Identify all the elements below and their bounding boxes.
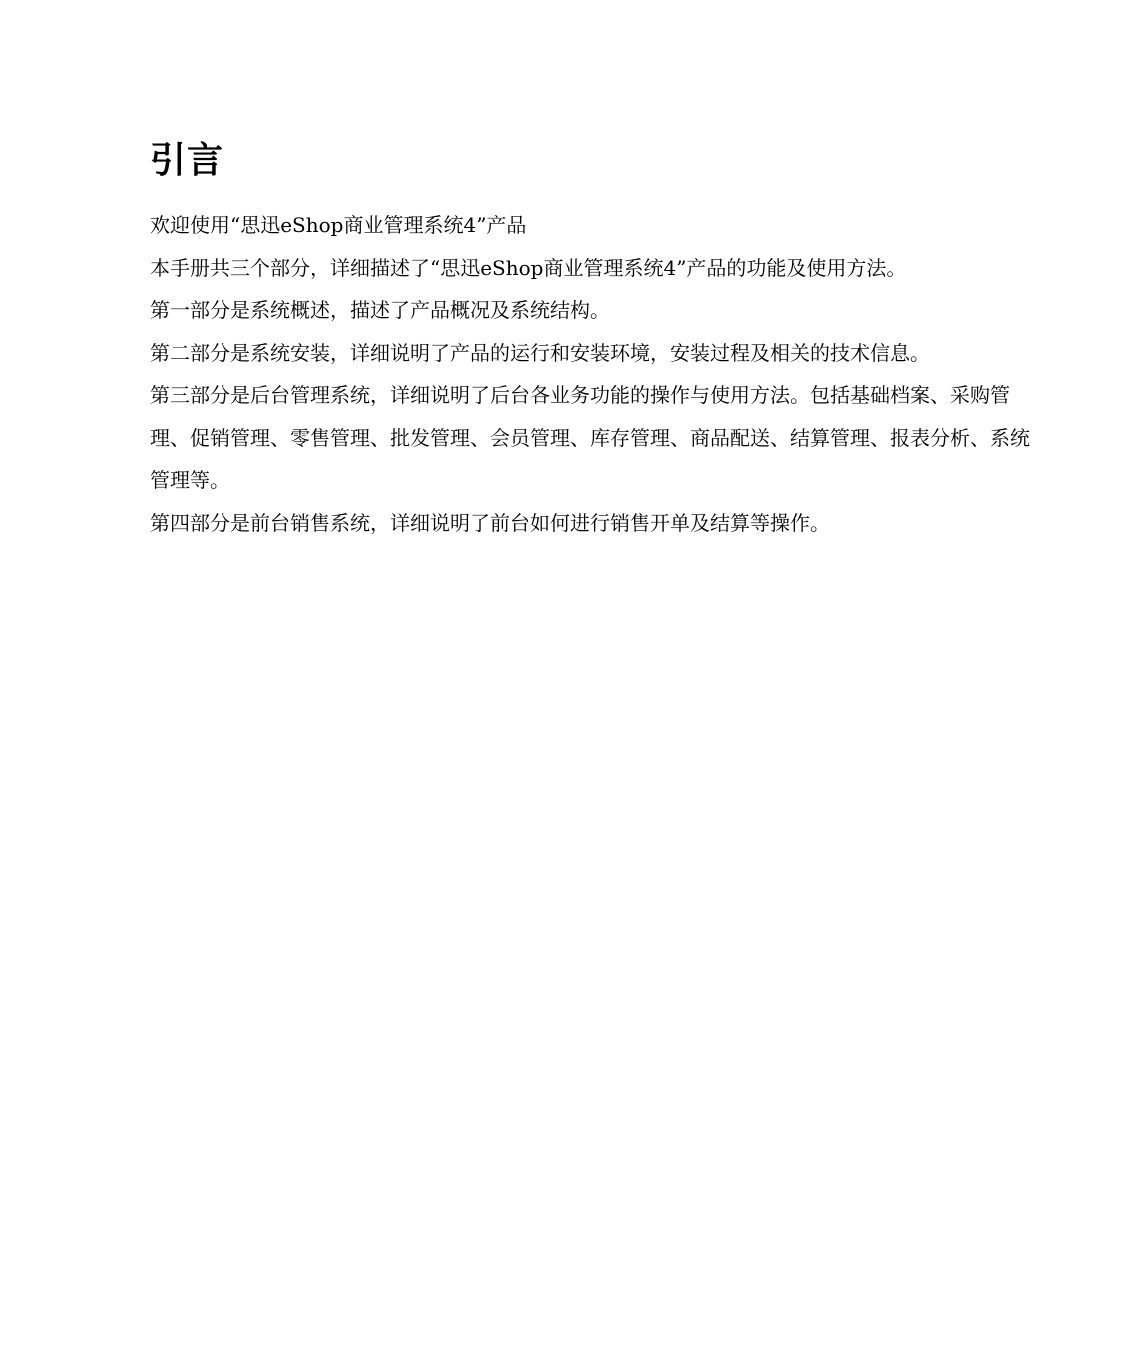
paragraph-welcome: 欢迎使用“思迅eShop商业管理系统4”产品 [150, 213, 527, 237]
paragraph-part-three: 第三部分是后台管理系统，详细说明了后台各业务功能的操作与使用方法。包括基础档案、采购管理、促销管理、零售管理、批发管理、会员管理、库存管理、商品配送、结算管理、报表分析、系统管理等。 [150, 383, 1030, 492]
page-title: 引言 [150, 140, 225, 181]
document-body [150, 138, 1030, 544]
paragraph-manual-overview: 本手册共三个部分，详细描述了“思迅eShop商业管理系统4”产品的功能及使用方法。 [150, 255, 907, 280]
paragraph-part-two: 第二部分是系统安装，详细说明了产品的运行和安装环境，安装过程及相关的技术信息。 [150, 340, 930, 365]
paragraph-part-four: 第四部分是前台销售系统，详细说明了前台如何进行销售开单及结算等操作。 [150, 510, 830, 535]
paragraph-part-one: 第一部分是系统概述，描述了产品概况及系统结构。 [150, 298, 610, 322]
